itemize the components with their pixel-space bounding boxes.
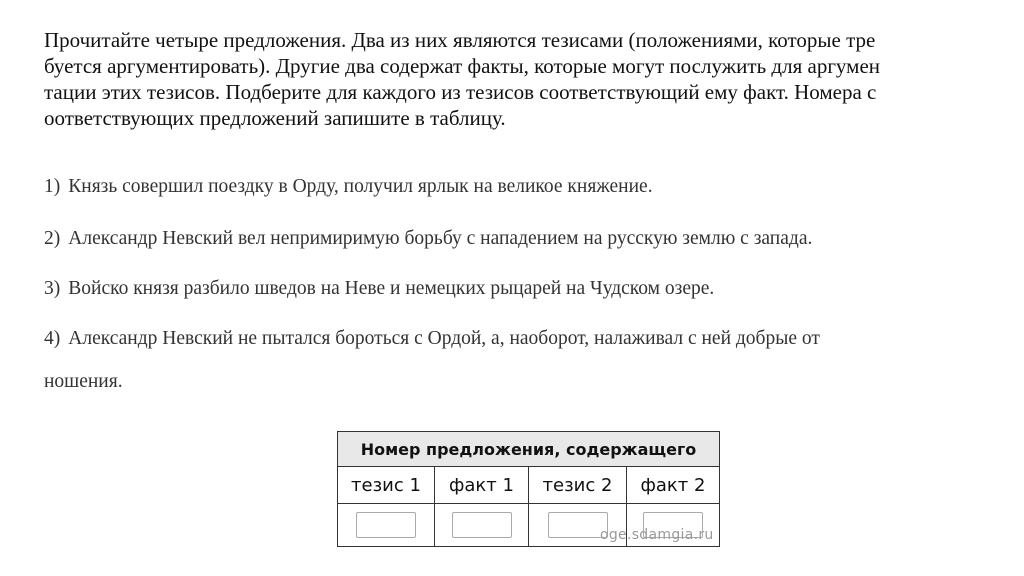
column-header-fact-1: факт 1 [435,467,529,504]
sentence-number: 3) [44,278,61,299]
sentence-4 [44,328,994,350]
task-instructions [44,27,994,131]
answer-cell [435,504,529,547]
answer-input-thesis-1[interactable] [356,512,416,538]
sentence-2 [44,228,994,250]
sentence-number: 1) [44,176,61,197]
sentence-text: Александр Невский не пытался бороться с Ордой, а, наоборот, налаживал с ней добрые от [68,328,820,349]
sentence-number: 2) [44,228,61,249]
sentence-text: Войско князя разбило шведов на Неве и немецких рыцарей на Чудском озере. [68,278,715,299]
instruction-line: Прочитайте четыре предложения. Два из них являются тезисами (положениями, которые тре [44,28,876,52]
site-watermark: oge.sdamgia.ru [600,527,714,543]
sentence-text: Александр Невский вел непримиримую борьбу с нападением на русскую землю с запада. [68,228,813,249]
sentence-number: 4) [44,328,61,349]
answer-cell [338,504,435,547]
answer-table-title: Номер предложения, содержащего [338,432,720,467]
sentence-3 [44,278,994,300]
sentence-text: Князь совершил поездку в Орду, получил ярлык на великое княжение. [68,176,653,197]
column-header-fact-2: факт 2 [627,467,720,504]
column-header-thesis-1: тезис 1 [338,467,435,504]
sentence-4-continuation: ношения. [44,371,123,392]
sentence-1 [44,176,994,198]
answer-input-fact-1[interactable] [452,512,512,538]
instruction-line: оответствующих предложений запишите в таблицу. [44,106,506,130]
answer-input-thesis-2[interactable] [548,512,608,538]
column-header-thesis-2: тезис 2 [529,467,627,504]
instruction-line: буется аргументировать). Другие два содержат факты, которые могут послужить для аргумен [44,54,881,78]
instruction-line: тации этих тезисов. Подберите для каждого из тезисов соответствующий ему факт. Номера с [44,80,877,104]
